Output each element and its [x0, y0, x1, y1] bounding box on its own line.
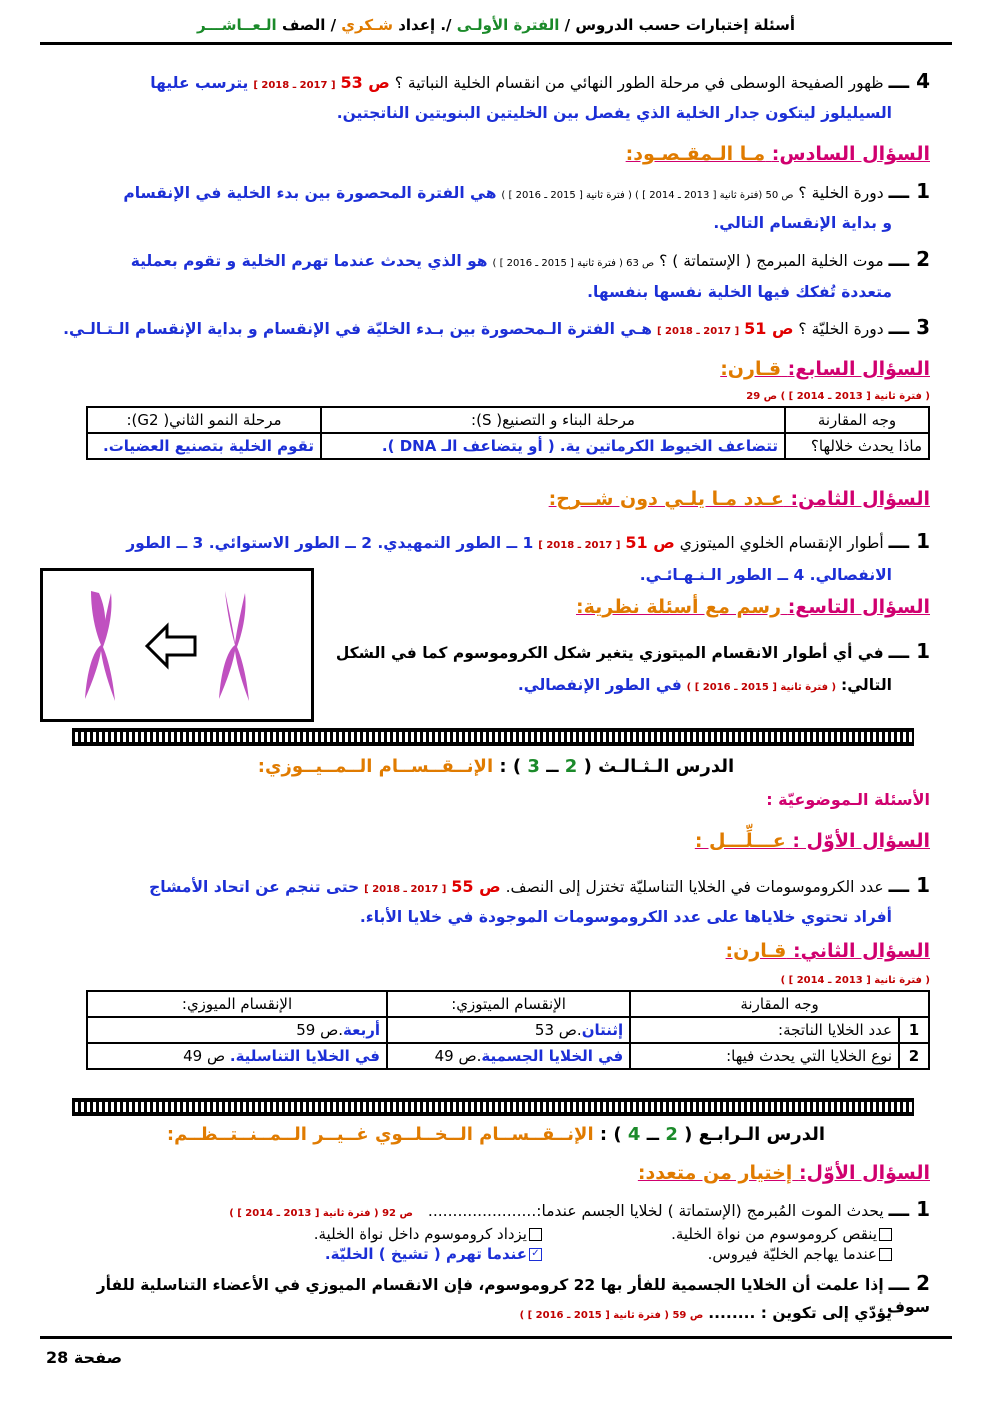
chromosome-figure	[40, 568, 314, 722]
sec6-item1-answer2: و بداية الإنقسام التالي.	[713, 214, 892, 232]
divider-1	[72, 728, 914, 746]
mc1-options-right	[592, 1224, 892, 1264]
comparison-table-2	[86, 990, 930, 1070]
objective-questions-title: الأسئلة الـموضوعيّة :	[766, 790, 930, 809]
mc1-option-2[interactable]: يزداد كروموسوم داخل نواة الخلية.	[222, 1224, 542, 1244]
t2-h3: الإنقسام الميوزي:	[87, 991, 387, 1017]
q4-page: ص 53	[340, 73, 390, 92]
lesson-4-title: الدرس الـرابـع ( 2 ــ 4 ) : الإنــقــســام الــخــلــوي غــيــر الــمــنــتــظــم:	[166, 1124, 826, 1145]
t2-h1: وجه المقارنة	[630, 991, 929, 1017]
t1-h1: وجه المقارنة	[785, 407, 929, 433]
t1-r1c3: تقوم الخلية بتصنيع العضيات.	[87, 433, 321, 459]
sec8-answer2: الانفصالي. 4 ــ الطور الـنـهـائـي.	[639, 566, 892, 584]
t2-r2-mitosis: في الخلايا الجسمية.ص 49	[387, 1043, 630, 1069]
checkbox-checked-icon[interactable]: ✓	[529, 1248, 542, 1261]
mc1-option-3[interactable]: عندما يهاجم الخليّة فيروس.	[592, 1244, 892, 1264]
t1-r1c1: ماذا يحدث خلالها؟	[785, 433, 929, 459]
header-rule	[40, 42, 952, 45]
chromosome-left	[85, 591, 115, 701]
sec2-ref: ( فترة ثانية [ 2013 ـ 2014 ] )	[780, 975, 930, 986]
sec6-item3: 3 ـــ دورة الخليّة ؟ ص 51 [ 2017 ـ 2018 ] هـي الفترة الـمحصورة بين بـدء الخليّة في الإنقسام و بداية الإنقسام الـتـالـي.	[63, 315, 930, 339]
checkbox-icon[interactable]	[879, 1248, 892, 1261]
section-1-title: السؤال الأوّل : عـــلِّـــل :	[694, 830, 930, 852]
sec1-item1: 1 ـــ عدد الكروموسومات في الخلايا التناسليّة تختزل إلى النصف. ص 55 [ 2017 ـ 2018 ] حتى تنجم عن اتحاد الأمشاج	[149, 873, 930, 897]
sec7-ref: ( فترة ثانية [ 2013 ـ 2014 ] ) ص 29	[746, 391, 930, 402]
header-period: الفترة الأولـى	[456, 16, 560, 34]
section-1b-title: السؤال الأوّل: إختيار من متعدد:	[637, 1162, 930, 1184]
checkbox-icon[interactable]	[529, 1228, 542, 1241]
section-9-title: السؤال التاسع: رسم مع أسئلة نظرية:	[576, 596, 930, 618]
footer-rule	[40, 1336, 952, 1339]
section-8-title: السؤال الثامن: عـدد مـا يلـي دون شــرح:	[548, 488, 930, 510]
mc2-line2: يؤدّي إلى تكوين : ........ ص 59 ( فترة ثانية [ 2015 ـ 2016 ] )	[519, 1304, 892, 1322]
t1-h2: مرحلة البناء و التصنيع( S):	[321, 407, 785, 433]
q4-num: 4 ـــ	[888, 69, 930, 93]
section-7-title: السؤال السابع: قـارن:	[720, 358, 930, 380]
sec8-item1: 1 ـــ أطوار الإنقسام الخلوي الميتوزي ص 51 [ 2017 ـ 2018 ] 1 ــ الطور التمهيدي. 2 ــ الطور الاستوائي. 3 ــ الطور	[126, 529, 930, 553]
header-part1: أسئلة إختبارات حسب الدروس /	[564, 16, 795, 34]
chromosome-right	[219, 591, 249, 701]
header-part3: /. إعداد	[398, 16, 452, 34]
q4-ref: [ 2017 ـ 2018 ]	[253, 80, 336, 91]
section-2-title: السؤال الثاني: قـارن:	[725, 940, 930, 962]
t2-r1-meiosis: أربعة.ص 59	[87, 1017, 387, 1043]
q4-text: ظهور الصفيحة الوسطى في مرحلة الطور النهائي من انقسام الخلية النباتية ؟	[394, 74, 884, 92]
t1-r1c2: تتضاعف الخيوط الكرماتين ية. ( أو يتضاعف الـ DNA ).	[321, 433, 785, 459]
q4-answer2: السيليلوز ليتكون جدار الخلية الذي يفصل بين الخليتين البنويتين الناتجتين.	[336, 104, 892, 122]
sec1-answer2: أفراد تحتوي خلاياها على عدد الكروموسومات الموجودة في خلايا الأباء.	[359, 908, 892, 926]
sec9-item1-line2: التالي: ( فترة ثانية [ 2015 ـ 2016 ] ) في الطور الإنفصالي.	[517, 676, 892, 694]
mc1-option-4[interactable]: ✓عندما تهرم ( تشيخ ) الخليّة.	[222, 1244, 542, 1264]
t2-r1-mitosis: إثنتان.ص 53	[387, 1017, 630, 1043]
mc1-option-1[interactable]: ينقص كروموسوم من نواة الخلية.	[592, 1224, 892, 1244]
sec9-item1: 1 ـــ في أي أطوار الانقسام الميتوزي يتغير شكل الكروموسوم كما في الشكل	[335, 639, 930, 663]
page-number: صفحة 28	[46, 1348, 123, 1367]
q4-line1	[52, 70, 930, 97]
chromosome-drawing	[43, 571, 311, 719]
t2-h2: الإنقسام الميتوزي:	[387, 991, 630, 1017]
t2-r2-n: 2	[899, 1043, 929, 1069]
sec6-item1: 1 ـــ دورة الخلية ؟ ص 50 (فترة ثانية [ 2013 ـ 2014 ] ) ( فترة ثانية [ 2015 ـ 2016 ] ) هي الفترة المحصورة بين بدء الخلية في الإنقسام	[123, 179, 930, 203]
header-grade: الـعــاشـــر	[196, 16, 277, 34]
checkbox-icon[interactable]	[879, 1228, 892, 1241]
t2-r1-n: 1	[899, 1017, 929, 1043]
arrow-left-icon	[147, 626, 195, 666]
divider-2	[72, 1098, 914, 1116]
header-author: شـكري	[341, 16, 393, 34]
q4-answer1: يترسب عليها	[150, 74, 249, 92]
comparison-table-1	[86, 406, 930, 460]
t1-h3: مرحلة النمو الثاني( G2):	[87, 407, 321, 433]
mc1-options-left	[222, 1224, 542, 1264]
t2-r2-meiosis: في الخلايا التناسلية. ص 49	[87, 1043, 387, 1069]
t2-r2-aspect: نوع الخلايا التي يحدث فيها:	[630, 1043, 899, 1069]
header-part5: / الصف	[281, 16, 337, 34]
section-6-title: السؤال السادس: مـا الـمقـصـود:	[625, 143, 930, 165]
mc2-question: 2 ـــ إذا علمت أن الخلايا الجسمية للفأر بها 22 كروموسوم، فإن الانقسام الميوزي في الأعضاء التناسلية للفأر سوف	[96, 1271, 930, 1316]
page-header	[40, 16, 952, 34]
t2-r1-aspect: عدد الخلايا الناتجة:	[630, 1017, 899, 1043]
lesson-3-title: الدرس الـثـالـث ( 2 ــ 3 ) : الإنــقــســام الــمــيــوزي:	[257, 756, 735, 777]
sec6-item2-answer2: متعددة تُفكك فيها الخلية نفسها بنفسها.	[587, 283, 892, 301]
sec6-item2: 2 ـــ موت الخلية المبرمج ( الإستماتة ) ؟ ص 63 ( فترة ثانية [ 2015 ـ 2016 ] ) هو الذي يحدث عندما تهرم الخلية و تقوم بعملية	[130, 247, 930, 271]
mc1-question: 1 ـــ يحدث الموت المُبرمج (الإستماتة ) لخلايا الجسم عندما:...................... ص 92 ( فترة ثانية [ 2013 ـ 2014 ] )	[229, 1197, 930, 1221]
